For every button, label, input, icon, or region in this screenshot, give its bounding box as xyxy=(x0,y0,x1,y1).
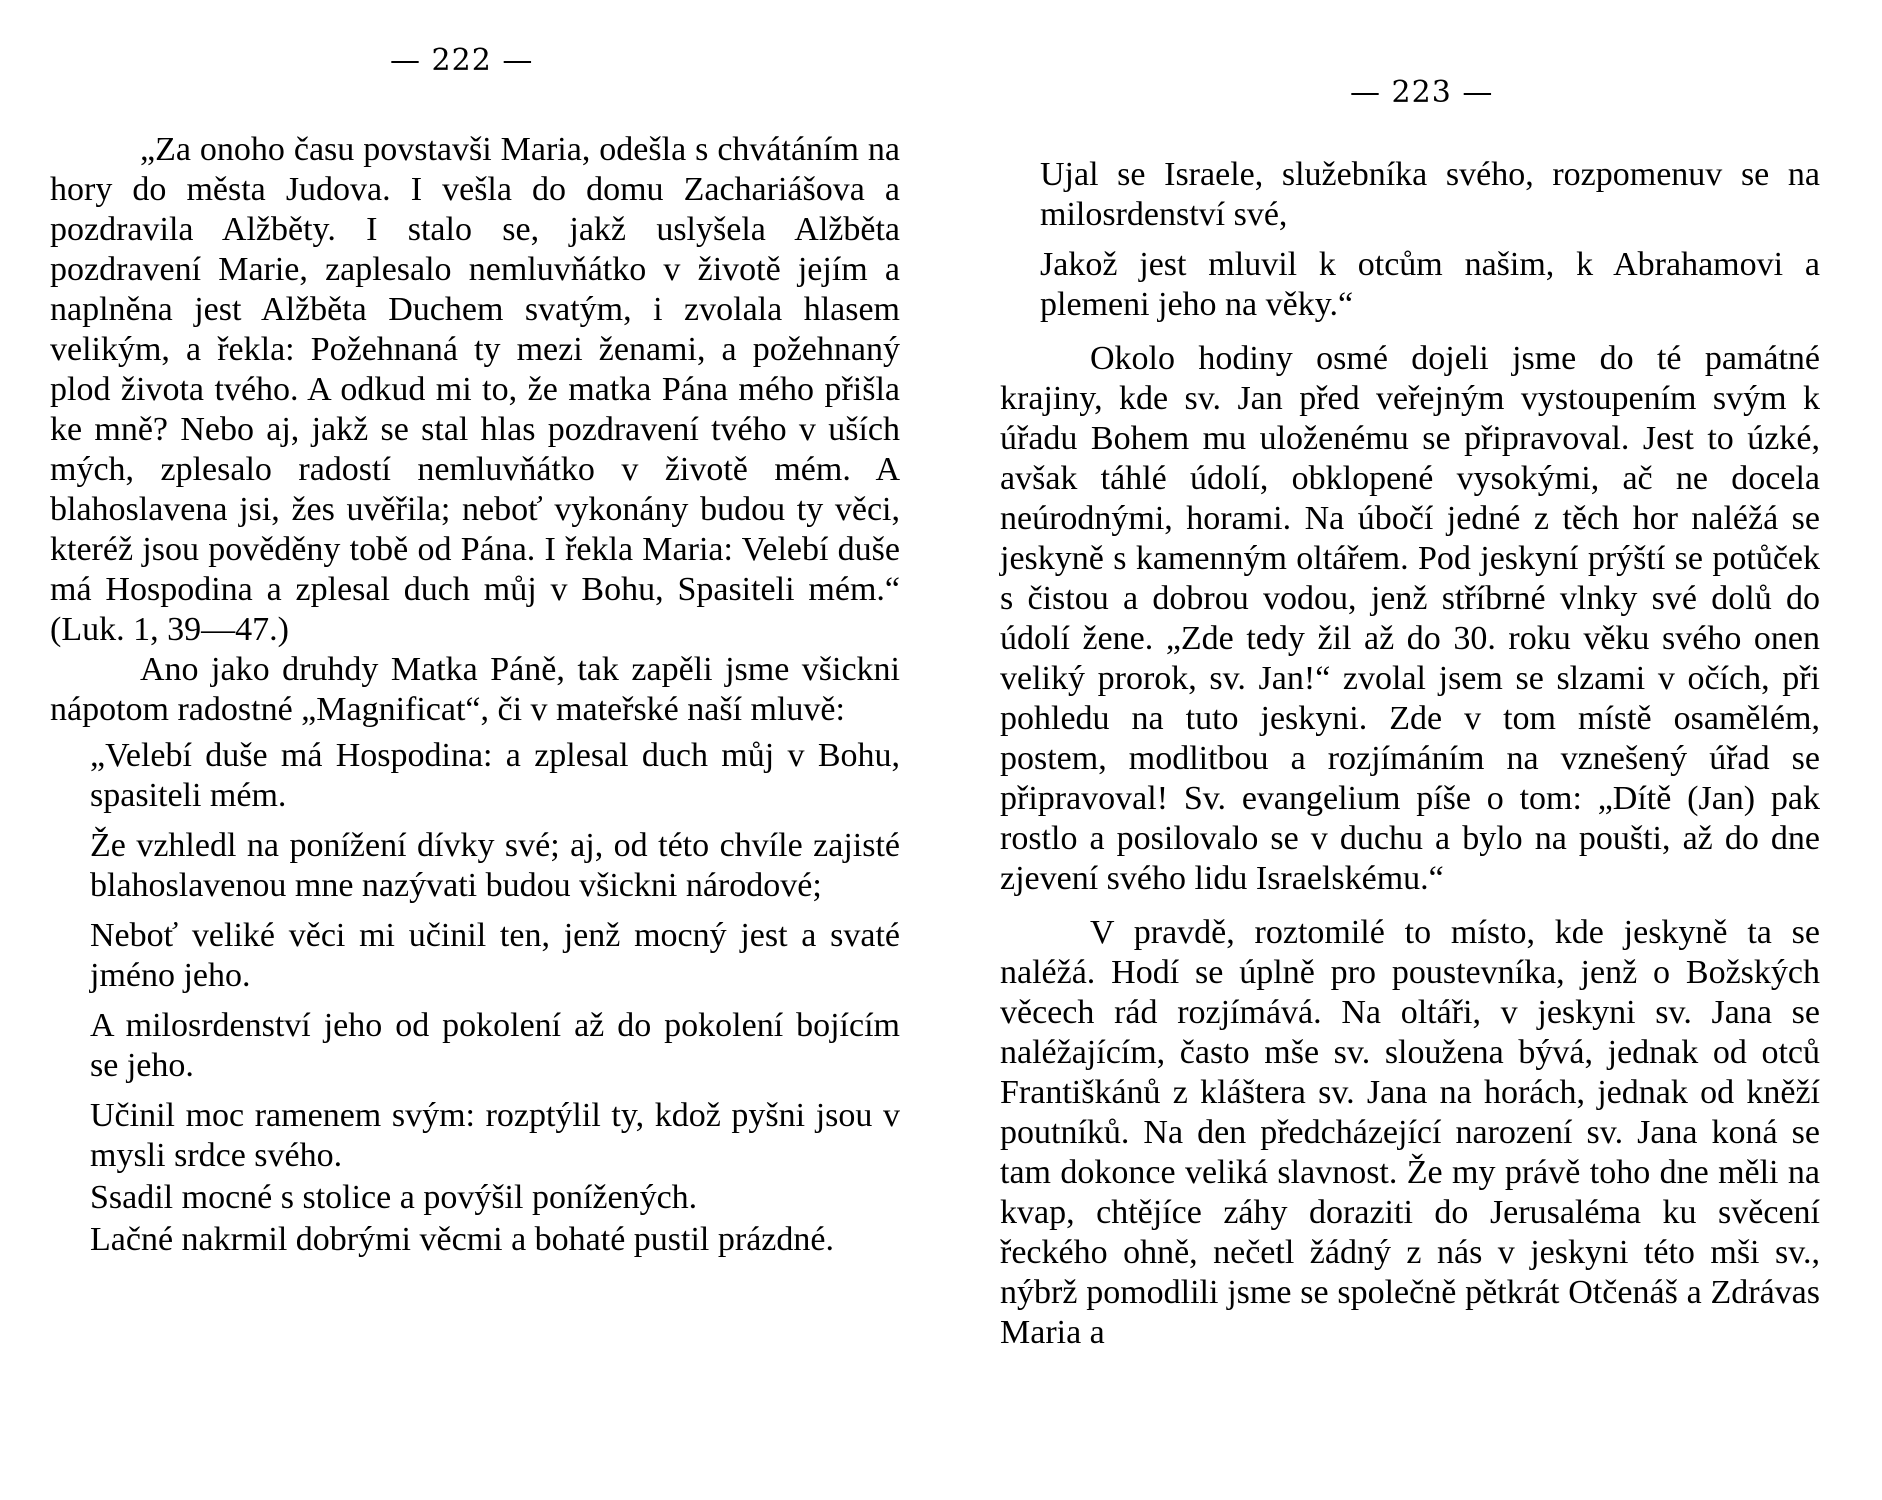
verse: Ssadil mocné s stolice a povýšil ponížených. xyxy=(90,1179,698,1216)
verse: „Velebí duše má Hospodina: a zplesal duch můj v Bohu, spasiteli mém. xyxy=(90,737,900,814)
verse: Učinil moc ramenem svým: rozptýlil ty, kdož pyšni jsou v mysli srdce svého. xyxy=(90,1097,900,1174)
left-page-text xyxy=(50,130,900,1260)
verse: Jakož jest mluvil k otcům našim, k Abrahamovi a plemeni jeho na věky.“ xyxy=(1040,246,1820,323)
verse: Ujal se Israele, služebníka svého, rozpomenuv se na milosrdenství své, xyxy=(1040,156,1820,233)
paragraph: „Za onoho času povstavši Maria, odešla s chvátáním na hory do města Judova. I vešla do domu Zachariášova a pozdravila Alžběty. I stalo se, jakž uslyšela Alžběta pozdravení Marie, zaplesalo nemluvňátko v životě jejím a naplněna jest Alžběta Duchem svatým, i zvolala hlasem velikým, a řekla: Požehnaná ty mezi ženami, a požehnaný plod života tvého. A odkud mi to, že matka Pána mého přišla ke mně? Nebo aj, jakž se stal hlas pozdravení tvého v uších mých, zplesalo radostí nemluvňátko v životě mém. A blahoslavena jsi, žes uvěřila; neboť vykonány budou ty věci, kteréž jsou pověděny tobě od Pána. I řekla Maria: Velebí duše má Hospodina a zplesal duch můj v Bohu, Spasiteli mém.“ (Luk. 1, 39—47.) xyxy=(50,131,900,648)
verse: Že vzhledl na ponížení dívky své; aj, od této chvíle zajisté blahoslavenou mne nazývati budou všickni národové; xyxy=(90,827,900,904)
paragraph: Ano jako druhdy Matka Páně, tak zapěli jsme všickni nápotom radostné „Magnificat“, či v mateřské naší mluvě: xyxy=(50,651,900,728)
verse: A milosrdenství jeho od pokolení až do pokolení bojícím se jeho. xyxy=(90,1007,900,1084)
verse: Lačné nakrmil dobrými věcmi a bohaté pustil prázdné. xyxy=(90,1221,834,1258)
paragraph: Okolo hodiny osmé dojeli jsme do té památné krajiny, kde sv. Jan před veřejným vystoupením svým k úřadu Bohem mu uloženému se připravoval. Jest to úzké, avšak táhlé údolí, obklopené vysokými, ač ne docela neúrodnými, horami. Na úbočí jedné z těch hor naléžá se jeskyně s kamenným oltářem. Pod jeskyní prýští se potůček s čistou a dobrou vodou, jenž stříbrné vlnky své dolů do údolí žene. „Zde tedy žil až do 30. roku věku svého onen veliký prorok, sv. Jan!“ zvolal jsem se slzami v očích, při pohledu na tuto jeskyni. Zde v tom místě osamělém, postem, modlitbou a rozjímáním na vznešený úřad se připravoval! Sv. evangelium píše o tom: „Dítě (Jan) pak rostlo a posilovalo se v duchu a bylo na poušti, až do dne zjevení svého lidu Israelskému.“ xyxy=(1000,340,1820,897)
page-number-left: — 222 — xyxy=(390,43,534,78)
verse: Neboť veliké věci mi učinil ten, jenž mocný jest a svaté jméno jeho. xyxy=(90,917,900,994)
paragraph: V pravdě, roztomilé to místo, kde jeskyně ta se naléžá. Hodí se úplně pro poustevníka, jenž o Božských věcech rád rozjímává. Na oltáři, v jeskyni sv. Jana se naléžajícím, často mše sv. sloužena bývá, jednak od otců Františkánů z kláštera sv. Jana na horách, jednak od kněží poutníků. Na den předcházející narození sv. Jana koná se tam dokonce veliká slavnost. Že my právě toho dne měli na kvap, chtějíce záhy doraziti do Jerusaléma ku svěcení řeckého ohně, nečetl žádný z nás v jeskyni této mši sv., nýbrž pomodlili jsme se společně pětkrát Otčenáš a Zdrávas Maria a xyxy=(1000,914,1820,1351)
page-number-right: — 223 — xyxy=(1350,75,1494,110)
right-page-text xyxy=(1000,155,1820,1353)
